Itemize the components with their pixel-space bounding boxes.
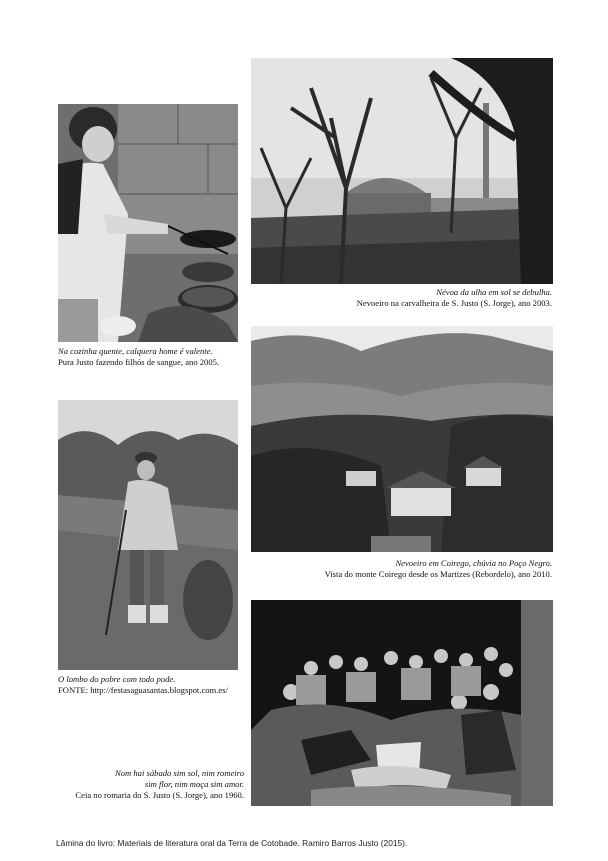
description-pilgrimage-supper: Ceia no romaria do S. Justo (S. Jorge), ano 1960. [75, 790, 244, 800]
proverb-coirego-view: Nevoeiro em Coirego, chúvia no Poço Negro. [395, 558, 552, 568]
proverb-oak-grove: Névoa da ulha em sol se debulha. [436, 287, 552, 297]
proverb-line-2: sim flor, nim moça sim amor. [144, 779, 244, 789]
caption-coirego-view [325, 558, 552, 580]
description-coirego-view: Vista do monte Coirego desde os Martizes (Rebordelo), ano 2010. [324, 569, 552, 579]
description-oak-grove: Nevoeiro na carvalheira de S. Justo (S. Jorge), ano 2003. [356, 298, 552, 308]
photo-coirego-view [251, 326, 553, 552]
caption-old-man [58, 674, 228, 696]
photo-oak-grove [251, 58, 553, 284]
photo-pilgrimage-supper [251, 600, 553, 806]
proverb-old-man: O lombo do pobre com todo pode. [58, 674, 176, 684]
photo-kitchen [58, 104, 238, 342]
caption-pilgrimage-supper [58, 768, 244, 801]
proverb-kitchen: Na cozinha quente, calquera home é valente. [58, 346, 213, 356]
photo-old-man [58, 400, 238, 670]
caption-oak-grove [357, 287, 552, 309]
caption-kitchen [58, 346, 219, 368]
page-footer: Lâmina do livro: Materiais de literatura oral da Terra de Cotobade. Ramiro Barros Justo (2015). [56, 838, 408, 848]
proverb-line-1: Nom hai sábado sim sol, nim romeiro [115, 768, 244, 778]
description-kitchen: Pura Justo fazendo filhós de sangue, ano 2005. [58, 357, 220, 367]
source-link: FONTE: http://festasaguasantas.blogspot.com.es/ [58, 685, 228, 695]
